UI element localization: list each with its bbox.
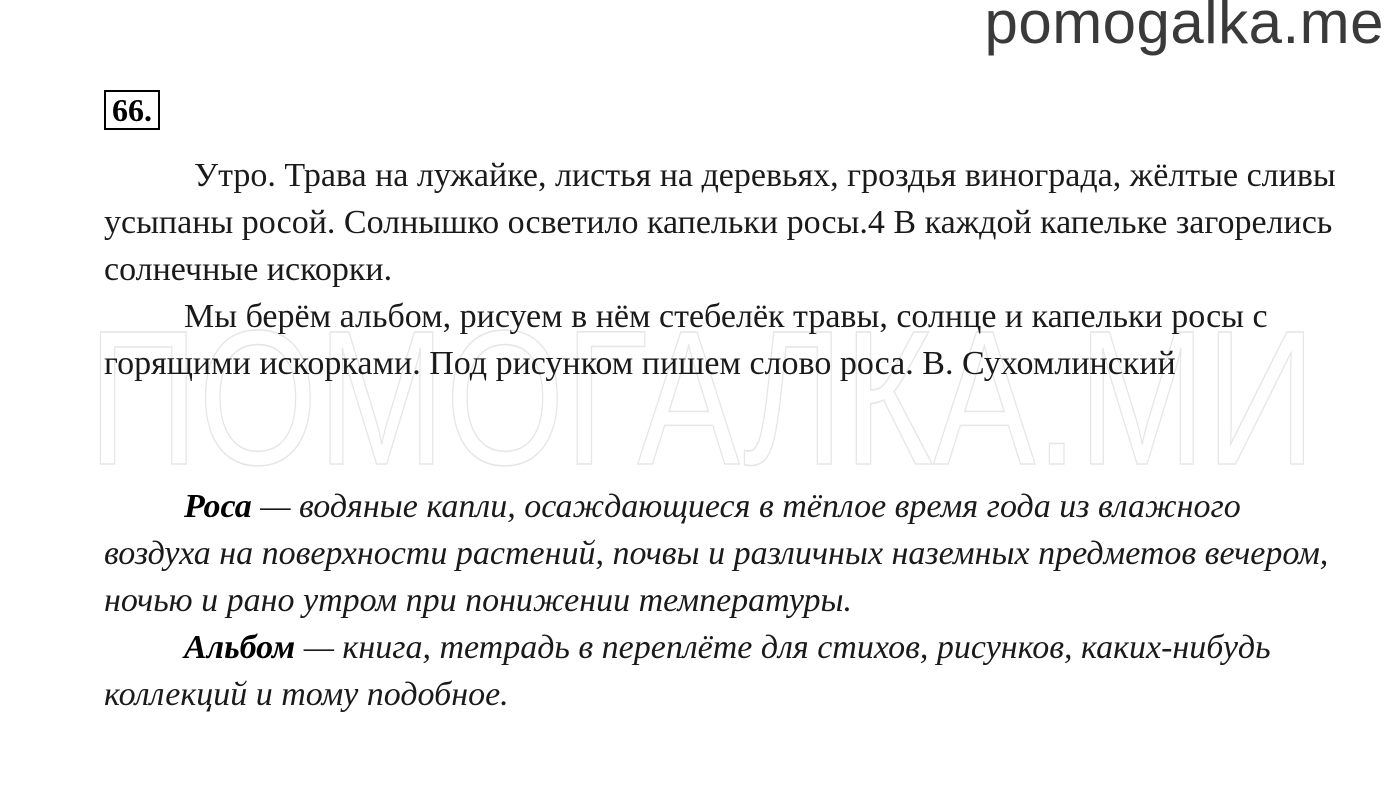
definition-term: Роса xyxy=(184,488,252,525)
definitions-block xyxy=(104,483,1344,718)
watermark-text: ПОМОГАЛКА.МИ xyxy=(88,312,1316,472)
story-text xyxy=(104,152,1344,387)
definition-item xyxy=(104,483,1344,624)
story-paragraph: Мы берём альбом, рисуем в нём стебелёк травы, солнце и капельки росы с горящими искорками. Под рисунком пишем слово роса. В. Сухомлинский xyxy=(104,298,1268,382)
definition-text: — водяные капли, осаждающиеся в тёплое время года из влажного воздуха на поверхности растений, почвы и различных наземных предметов вечером, ночью и рано утром при понижении температуры. xyxy=(104,488,1329,619)
definition-term: Альбом xyxy=(184,629,296,666)
definition-item xyxy=(104,624,1344,718)
story-paragraph: Утро. Трава на лужайке, листья на деревьях, гроздья винограда, жёлтые сливы усыпаны росой. Солнышко осветило капельки росы.4 В каждой капельке загорелись солнечные искорки. xyxy=(104,157,1336,288)
exercise-number: 66. xyxy=(104,90,160,130)
definition-text: — книга, тетрадь в переплёте для стихов, рисунков, каких-нибудь коллекций и тому подобное. xyxy=(104,629,1271,713)
site-brand-logo: pomogalka.me xyxy=(984,0,1384,56)
